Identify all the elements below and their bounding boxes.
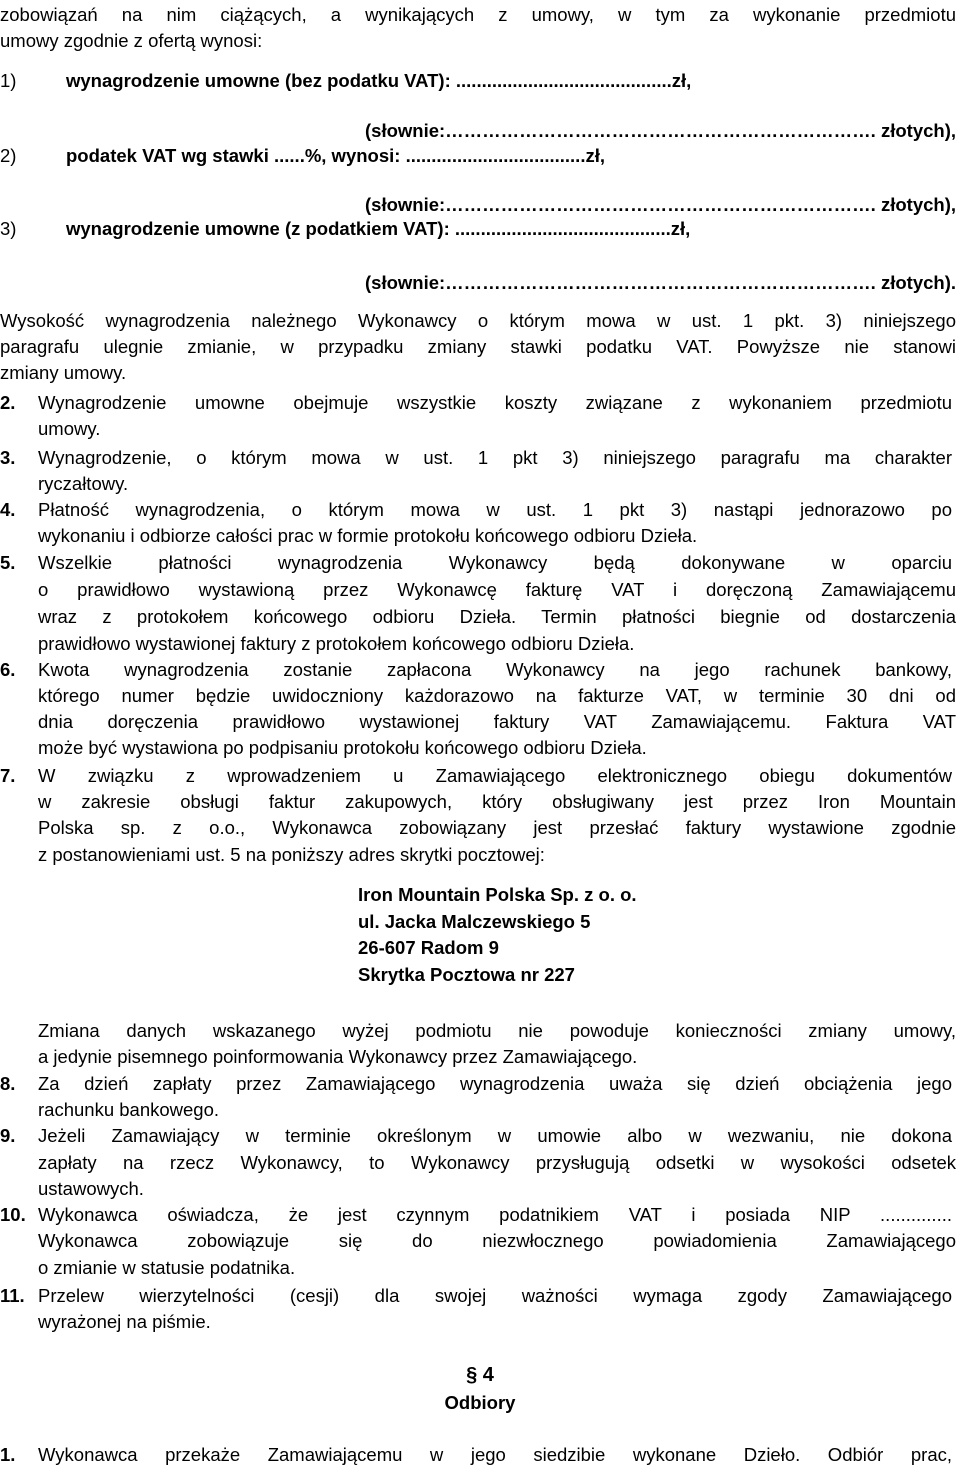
clause-6-cont: może być wystawiona po podpisaniu protokołu końcowego odbioru Dzieła. (38, 737, 647, 758)
clause-3-cont: ryczałtowy. (38, 473, 129, 494)
clause-number: 11. (0, 1285, 25, 1306)
amount-words: (słownie:……………………………………………………………. złotych), (365, 120, 956, 141)
address-company: Iron Mountain Polska Sp. z o. o. (358, 884, 637, 905)
clause-5-cont: wraz z protokołem końcowego odbioru Dzieła. Termin płatności biegnie od dostarczenia (38, 606, 956, 627)
section-title: Odbiory (444, 1392, 516, 1413)
clause-6-cont: którego numer będzie uwidoczniony każdorazowo na fakturze VAT, w terminie 30 dni od (38, 685, 956, 706)
clause-number: 4. (0, 499, 16, 520)
amount-number: 1) (0, 70, 17, 91)
clause-9-cont: ustawowych. (38, 1178, 144, 1199)
clause-6-cont: dnia doręczenia prawidłowo wystawionej faktury VAT Zamawiającemu. Faktura VAT (38, 711, 956, 732)
clause-7-cont: z postanowieniami ust. 5 na poniższy adres skrytki pocztowej: (38, 844, 545, 865)
clause-5-cont: o prawidłowo wystawioną przez Wykonawcę fakturę VAT i doręczoną Zamawiającemu (38, 579, 956, 600)
clause-4-cont: wykonaniu i odbiorze całości prac w formie protokołu końcowego odbioru Dzieła. (38, 525, 698, 546)
clause-8-cont: rachunku bankowego. (38, 1099, 220, 1120)
clause-number: 6. (0, 659, 16, 680)
clause-7-cont: Polska sp. z o.o., Wykonawca zobowiązany jest przesłać faktury wystawione zgodnie (38, 817, 956, 838)
clause-number: 9. (0, 1125, 16, 1146)
clause-number: 1. (0, 1444, 16, 1465)
amount-text: wynagrodzenie umowne (z podatkiem VAT): ..........................................zł, (66, 218, 691, 239)
clause-number: 8. (0, 1073, 16, 1094)
amount-words: (słownie:……………………………………………………………. złotych). (365, 272, 956, 293)
clause-number: 3. (0, 447, 16, 468)
intro-line: umowy zgodnie z ofertą wynosi: (0, 30, 263, 51)
amount-number: 3) (0, 218, 17, 239)
address-pobox: Skrytka Pocztowa nr 227 (358, 964, 575, 985)
amount-number: 2) (0, 145, 17, 166)
clause-number: 5. (0, 552, 16, 573)
document-page: zobowiązań na nim ciążących, a wynikających z umowy, w tym za wykonanie przedmiotu umowy zgodnie z ofertą wynosi: 1) wynagrodzenie umowne (bez podatku VAT): ..........................................zł, (słownie:……………………………………………………………. złotych), 2) podatek VAT wg stawki ......%, wynosi: ...................................zł, (słownie:……………………………………………………………. złotych), 3) wynagrodzenie umowne (z podatkiem VAT): ..........................................zł, (słownie:……………………………………………………………. złotych). Wysokość wynagrodzenia należnego Wykonawcy o którym mowa w ust. 1 pkt. 3) niniejszego paragrafu ulegnie zmianie, w przypadku zmiany stawki podatku VAT. Powyższe nie stanowi zmiany umowy. 2. Wynagrodzenie umowne obejmuje wszystkie koszty związane z wykonaniem przedmiotu umowy. 3. Wynagrodzenie, o którym mowa w ust. 1 pkt 3) niniejszego paragrafu ma charakter ryczałtowy. 4. Płatność wynagrodzenia, o którym mowa w ust. 1 pkt 3) nastąpi jednorazowo po wykonaniu i odbiorze całości prac w formie protokołu końcowego odbioru Dzieła. 5. Wszelkie płatności wynagrodzenia Wykonawcy będą dokonywane w oparciu o prawidłowo wystawioną przez Wykonawcę fakturę VAT i doręczoną Zamawiającemu wraz z protokołem końcowego odbioru Dzieła. Termin płatności biegnie od dostarczenia prawidłowo wystawionej faktury z protokołem końcowego odbioru Dzieła. 6. Kwota wynagrodzenia zostanie zapłacona Wykonawcy na jego rachunek bankowy, którego numer będzie uwidoczniony każdorazowo na fakturze VAT, w terminie 30 dni od dnia doręczenia prawidłowo wystawionej faktury VAT Zamawiającemu. Faktura VAT może być wystawiona po podpisaniu protokołu końcowego odbioru Dzieła. 7. W związku z wprowadzeniem u Zamawiającego elektronicznego obiegu dokumentów w zakresie obsługi faktur zakupowych, który obsługiwany jest przez Iron Mountain Polska sp. z o.o., Wykonawca zobowiązany jest przesłać faktury wystawione zgodnie z postanowieniami ust. 5 na poniższy adres skrytki pocztowej: Iron Mountain Polska Sp. z o. o. ul. Jacka Malczewskiego 5 26-607 Radom 9 Skrytka Pocztowa nr 227 Zmiana danych wskazanego wyżej podmiotu nie powoduje konieczności zmiany umowy, a jedynie pisemnego poinformowania Wykonawcy przez Zamawiającego. 8. Za dzień zapłaty przez Zamawiającego wynagrodzenia uważa się dzień obciążenia jego rachunku bankowego. 9. Jeżeli Zamawiający w terminie określonym w umowie albo w wezwaniu, nie dokona zapłaty na rzecz Wykonawcy, to Wykonawcy przysługują odsetki w wysokości odsetek ustawowych. 10. Wykonawca oświadcza, że jest czynnym podatnikiem VAT i posiada NIP .............. Wykonawca zobowiązuje się do niezwłocznego powiadomienia Zamawiającego o zmianie w statusie podatnika. 11. Przelew wierzytelności (cesji) dla swojej ważności wymaga zgody Zamawiającego wyrażonej na piśmie. § 4 Odbiory 1. Wykonawca przekaże Zamawiającemu w jego siedzibie wykonane Dzieło. Odbiór prac, (0, 0, 960, 1470)
amount-text: podatek VAT wg stawki ......%, wynosi: ...................................zł, (66, 145, 605, 166)
vat-paragraph-line: Wysokość wynagrodzenia należnego Wykonawcy o którym mowa w ust. 1 pkt. 3) niniejszego (0, 310, 956, 331)
address-street: ul. Jacka Malczewskiego 5 (358, 911, 591, 932)
clause-7-note: a jedynie pisemnego poinformowania Wykonawcy przez Zamawiającego. (38, 1046, 638, 1067)
clause-2-cont: umowy. (38, 418, 101, 439)
clause-11-cont: wyrażonej na piśmie. (38, 1311, 211, 1332)
clause-7-note: Zmiana danych wskazanego wyżej podmiotu nie powoduje konieczności zmiany umowy, (38, 1020, 956, 1041)
amount-words: (słownie:……………………………………………………………. złotych), (365, 194, 956, 215)
vat-paragraph-line: zmiany umowy. (0, 362, 127, 383)
clause-9-cont: zapłaty na rzecz Wykonawcy, to Wykonawcy przysługują odsetki w wysokości odsetek (38, 1152, 956, 1173)
clause-number: 10. (0, 1204, 26, 1225)
clause-5-cont: prawidłowo wystawionej faktury z protokołem końcowego odbioru Dzieła. (38, 633, 635, 654)
clause-number: 7. (0, 765, 16, 786)
amount-text: wynagrodzenie umowne (bez podatku VAT): ..........................................zł, (66, 70, 692, 91)
vat-paragraph-line: paragrafu ulegnie zmianie, w przypadku zmiany stawki podatku VAT. Powyższe nie stanowi (0, 336, 956, 357)
clause-10-cont: Wykonawca zobowiązuje się do niezwłocznego powiadomienia Zamawiającego (38, 1230, 956, 1251)
clause-10-cont: o zmianie w statusie podatnika. (38, 1257, 296, 1278)
intro-line: zobowiązań na nim ciążących, a wynikających z umowy, w tym za wykonanie przedmiotu (0, 4, 956, 25)
section-number: § 4 (466, 1364, 494, 1386)
clause-number: 2. (0, 392, 16, 413)
address-postal: 26-607 Radom 9 (358, 937, 499, 958)
clause-7-cont: w zakresie obsługi faktur zakupowych, który obsługiwany jest przez Iron Mountain (38, 791, 956, 812)
